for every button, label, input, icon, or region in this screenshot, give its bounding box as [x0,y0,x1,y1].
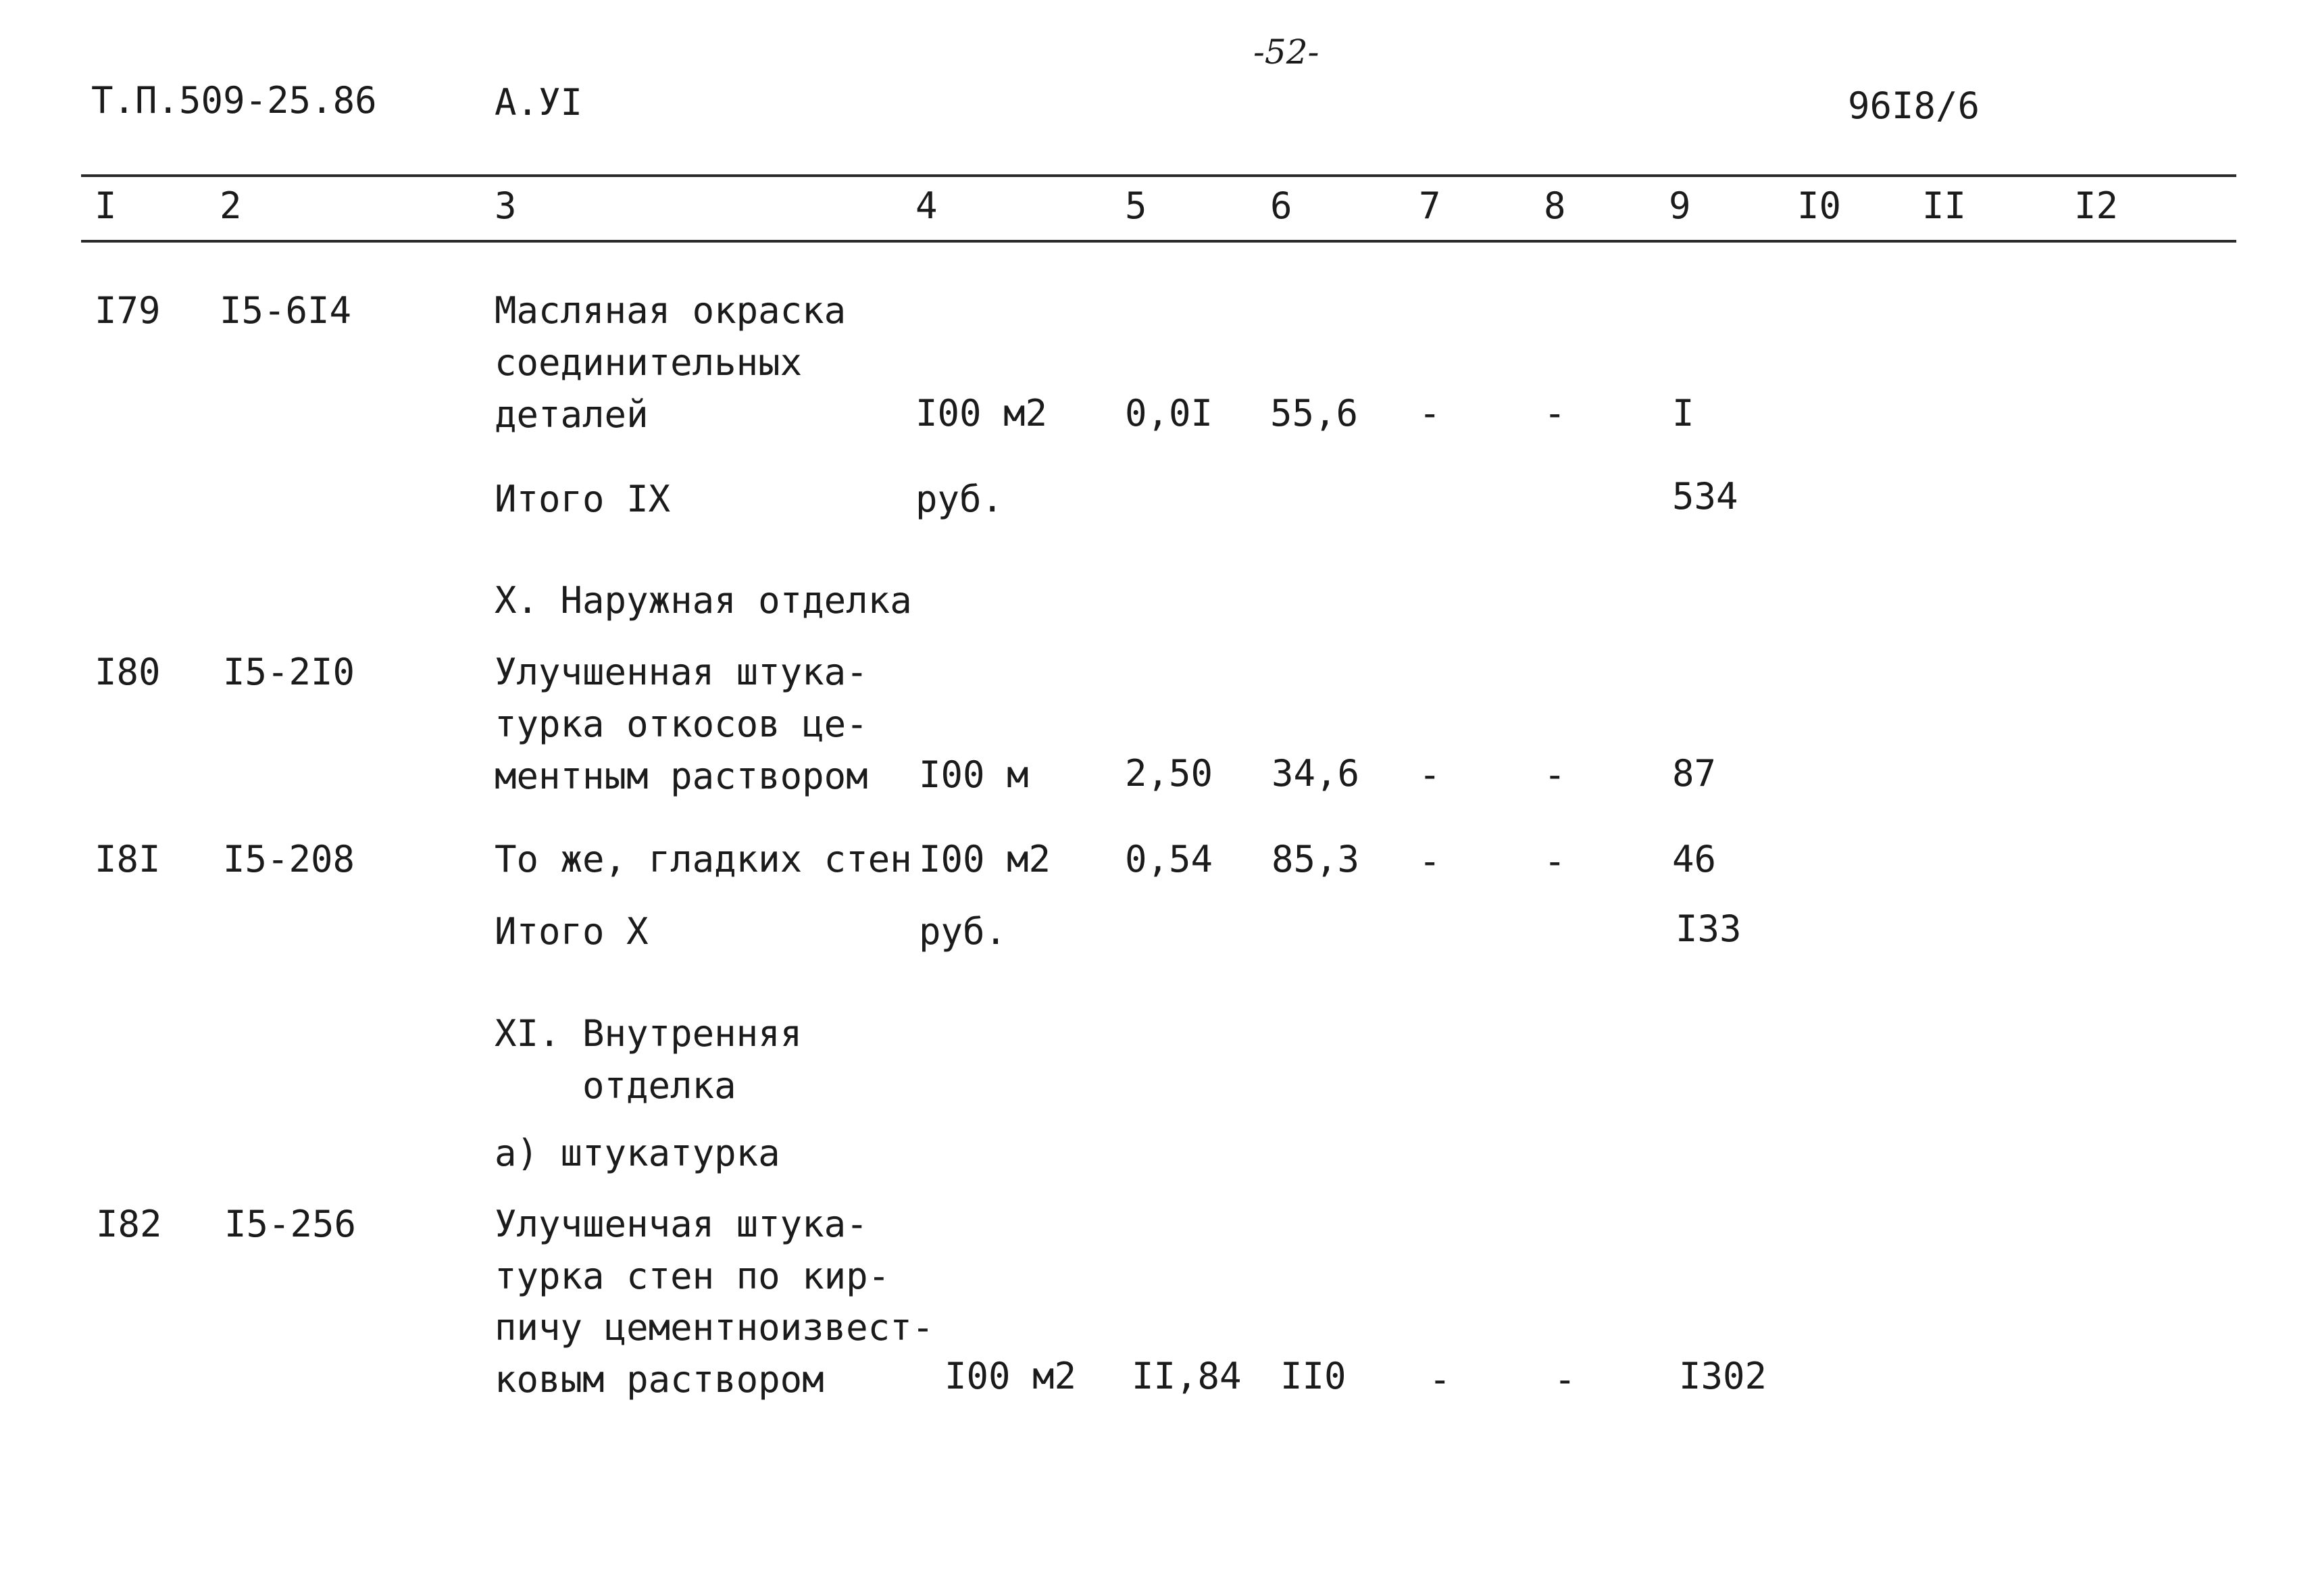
header-top-rule [81,174,2236,177]
subtotal-unit: руб. [915,478,1004,520]
subtotal-value: 534 [1672,475,1738,518]
row-number: I82 [96,1203,162,1245]
quantity: 2,50 [1125,752,1213,795]
subtotal-unit: руб. [919,910,1007,953]
sheet-number: 96I8/6 [1848,84,1980,127]
description-line: соединительных [495,341,803,384]
col7-dash: - [1419,840,1441,882]
unit-price: 85,3 [1272,838,1360,880]
description-line: Улучшенная штука- [495,651,868,693]
unit-price: II0 [1280,1355,1347,1397]
unit-price: 55,6 [1270,392,1359,434]
col8-dash: - [1554,1358,1576,1401]
row-number: I79 [95,289,161,332]
header-bottom-rule [81,240,2236,243]
rate-code: I5-6I4 [220,289,352,332]
rate-code: I5-2I0 [223,651,355,693]
column-header: II [1922,184,1967,227]
column-header: 6 [1270,184,1292,227]
subtotal-value: I33 [1676,907,1742,950]
document-code: Т.П.509-25.86 [91,79,377,122]
column-header: I2 [2074,184,2119,227]
description-line: деталей [495,393,649,436]
col8-dash: - [1544,753,1566,796]
column-header: 2 [220,184,242,227]
col7-dash: - [1429,1358,1451,1401]
col8-dash: - [1544,840,1566,882]
col7-dash: - [1419,753,1441,796]
description-line: турка откосов це- [495,703,868,745]
total-value: I [1672,392,1694,434]
column-header: I [95,184,117,227]
total-value: I302 [1679,1355,1767,1397]
total-value: 46 [1672,838,1717,880]
unit: I00 м2 [919,838,1051,880]
row-number: I8I [95,838,161,880]
description-line: ментным раствором [495,755,868,797]
description-line: пичу цементноизвест- [495,1306,934,1349]
subtotal-label: Итого Х [495,910,649,953]
column-header: 3 [495,184,517,227]
description-line: Масляная окраска [495,289,847,332]
unit: I00 м2 [915,392,1048,434]
section-title: отделка [582,1064,736,1107]
col8-dash: - [1544,392,1566,434]
description-line: Улучшенчая штука- [495,1203,868,1245]
quantity: II,84 [1132,1355,1242,1397]
column-header: 7 [1419,184,1441,227]
column-header: 9 [1669,184,1691,227]
row-number: I80 [95,651,161,693]
section-title: Х. Наружная отделка [495,579,912,622]
rate-code: I5-256 [224,1203,357,1245]
subsection-title: а) штукатурка [495,1132,780,1174]
column-header: I0 [1797,184,1842,227]
page-number: -52- [1253,32,1319,72]
col7-dash: - [1419,392,1441,434]
quantity: 0,0I [1125,392,1213,434]
unit: I00 м [919,753,1029,796]
section-title: ХI. Внутренняя [495,1012,803,1055]
unit: I00 м2 [945,1355,1077,1397]
description-line: ковым раствором [495,1358,824,1401]
subtotal-label: Итого IX [495,478,671,520]
album-label: А.УI [495,81,583,124]
rate-code: I5-208 [223,838,355,880]
column-header: 8 [1544,184,1566,227]
column-header: 4 [915,184,938,227]
description-line: То же, гладких стен [495,838,912,880]
description-line: турка стен по кир- [495,1255,890,1297]
quantity: 0,54 [1125,838,1213,880]
column-header: 5 [1125,184,1147,227]
unit-price: 34,6 [1272,752,1360,795]
total-value: 87 [1672,752,1717,795]
